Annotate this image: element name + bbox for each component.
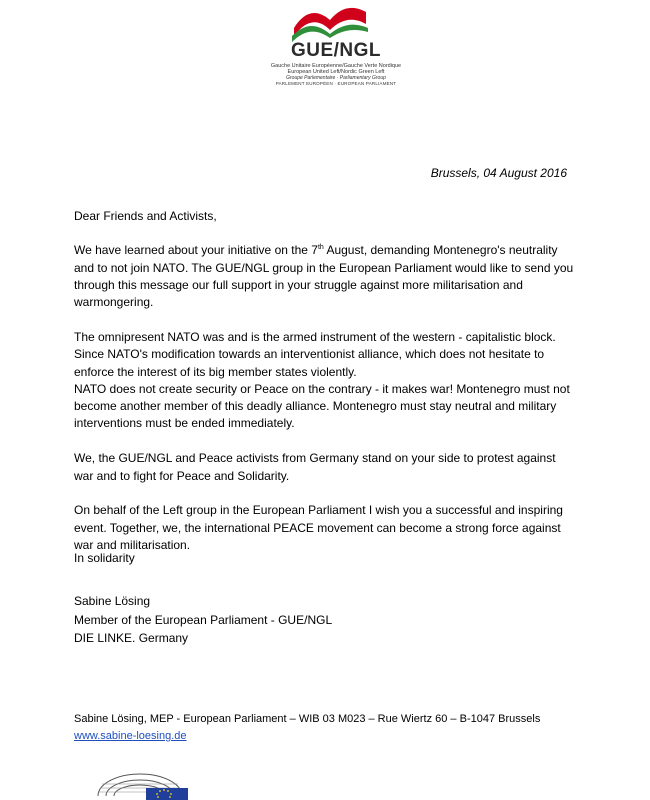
footer (74, 711, 540, 745)
website-link[interactable]: www.sabine-loesing.de (74, 730, 187, 742)
signature-block (74, 592, 332, 648)
paragraph-1-end: August, demanding Montenegro's neutrality and to not join NATO. The GUE/NGL group in the European Parliament would like to send you through this message our full support in your struggle against more militarisation and warmongering. (74, 243, 574, 310)
gue-ngl-logo (266, 2, 406, 98)
paragraph-2b: NATO does not create security or Peace on the contrary - it makes war! Montenegro must not become another member of this deadly alliance. Montenegro must stay neutral and military interventions must be ended immediately. (74, 381, 570, 431)
paragraph-4: On behalf of the Left group in the European Parliament I wish you a successful and inspiring event. Together, we, the international PEACE movement can become a strong force against war and militarisation. (74, 503, 563, 552)
flag-book-icon (286, 2, 376, 42)
ordinal-suffix: th (317, 244, 324, 252)
signature-name: Sabine Lösing (74, 594, 151, 608)
paragraph-3: We, the GUE/NGL and Peace activists from Germany stand on your side to protest against war and to fight for Peace and Solidarity. (74, 451, 556, 483)
footer-address: Sabine Lösing, MEP - European Parliament – WIB 03 M023 – Rue Wiertz 60 – B-1047 Brussels (74, 713, 541, 725)
logo-title: GUE/NGL (290, 40, 382, 61)
european-parliament-logo-icon (92, 766, 188, 800)
paragraph-1-start: We have learned about your initiative on the 7 (74, 243, 318, 258)
logo-line-4: PARLEMENT EUROPÉEN · EUROPEAN PARLIAMENT (275, 81, 397, 86)
signature-party: DIE LINKE. Germany (74, 631, 189, 645)
signature-role: Member of the European Parliament - GUE/NGL (74, 612, 333, 627)
letter-body (74, 208, 574, 572)
paragraph-1 (74, 242, 574, 311)
salutation: Dear Friends and Activists, (74, 209, 217, 223)
letter-date: Brussels, 04 August 2016 (430, 166, 567, 180)
logo-line-2: European United Left/Nordic Green Left (287, 69, 385, 75)
paragraph-2a: The omnipresent NATO was and is the armed instrument of the western - capitalistic block. Since NATO's modification towards an interventionist alliance, which does not hesitate to enforce the interest of its big member states violently. (74, 329, 556, 379)
logo-line-3: Groupe Parlementaire · Parliamentary Group (286, 75, 386, 81)
logo-line-1: Gauche Unitaire Européenne/Gauche Verte Nordique (270, 63, 402, 69)
closing: In solidarity (74, 551, 135, 565)
